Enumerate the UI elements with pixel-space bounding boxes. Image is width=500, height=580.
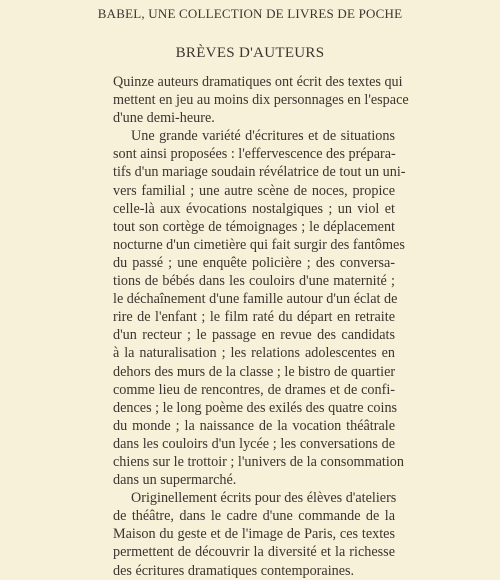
text-line: tifs d'un mariage soudain révélatrice de tout un uni-	[113, 164, 406, 181]
text-line: à la naturalisation ; les relations adolescentes en	[113, 345, 395, 362]
text-line: Quinze auteurs dramatiques ont écrit des textes qui	[113, 74, 403, 90]
text-line: dehors des murs de la classe ; le bistro de quartier	[113, 363, 396, 380]
text-line: dans les couloirs d'un lycée ; les conversations de	[113, 435, 395, 452]
text-line: Maison du geste et de l'image de Paris, ces textes	[113, 526, 395, 543]
text-line: le déchaînement d'une famille autour d'un éclat de	[113, 291, 398, 308]
text-line: celle-là aux évocations nostalgiques ; un viol et	[113, 200, 395, 217]
description-text	[113, 73, 409, 580]
text-line: tions de bébés dans les couloirs d'une maternité ;	[113, 273, 395, 290]
text-line: d'un recteur ; le passage en revue des candidats	[113, 327, 395, 344]
text-line: dences ; le long poème des exilés des quatre coins	[113, 399, 398, 416]
text-line: du passé ; une enquête policière ; des conversa-	[113, 254, 395, 271]
text-line: vers familial ; une autre scène de noces, propice	[113, 182, 395, 199]
text-line: des écritures dramatiques contemporaines.	[113, 562, 355, 579]
text-line: du monde ; la naissance de la vocation théâtrale	[113, 417, 395, 434]
paragraph-3	[113, 489, 395, 579]
text-line: rire de l'enfant ; le film raté du départ en retraite	[113, 309, 395, 326]
text-line: mettent en jeu au moins dix personnages en l'espace	[113, 92, 409, 109]
text-line: sont ainsi proposées : l'effervescence des prépara-	[113, 146, 396, 163]
text-line: d'une demi-heure.	[113, 110, 215, 127]
text-line: chiens sur le trottoir ; l'univers de la consommation	[113, 453, 404, 470]
text-line: permettent de découvrir la diversité et la richesse	[113, 544, 395, 561]
paragraph-1	[113, 73, 409, 127]
text-line: nocturne d'un cimetière qui fait surgir des fantômes	[113, 236, 405, 253]
text-line: Originellement écrits pour des élèves d'ateliers	[131, 490, 397, 507]
text-line: comme lieu de rencontres, de drames et de confi-	[113, 381, 395, 398]
section-title: BRÈVES D'AUTEURS	[175, 45, 325, 61]
text-line: Une grande variété d'écritures et de situations	[131, 128, 395, 145]
collection-header: BABEL, UNE COLLECTION DE LIVRES DE POCHE	[97, 6, 403, 21]
text-line: de théâtre, dans le cadre d'une commande de la	[113, 508, 395, 525]
text-line: dans un supermarché.	[113, 472, 237, 489]
text-line: tout son cortège de témoignages ; le déplacement	[113, 218, 395, 235]
paragraph-2	[113, 127, 406, 489]
